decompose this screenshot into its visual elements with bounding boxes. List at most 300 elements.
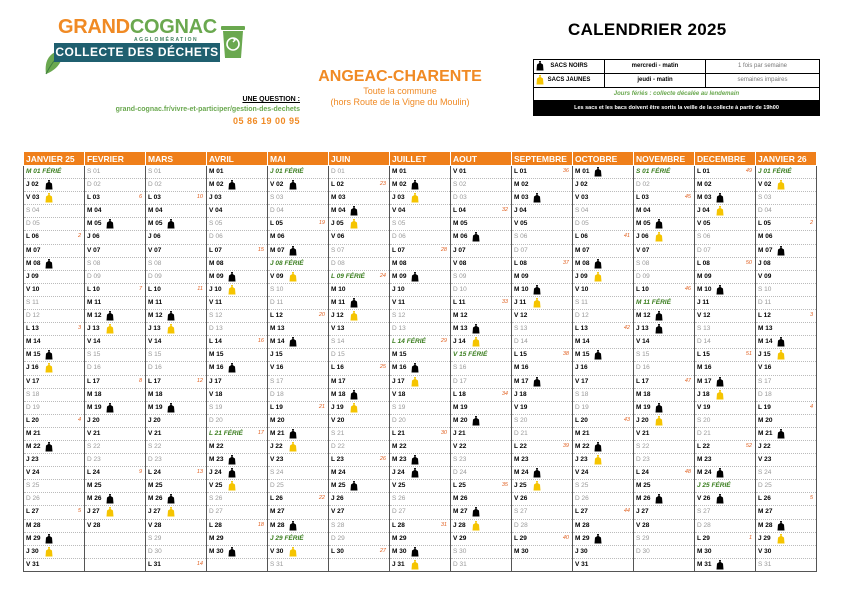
day-cell: [573, 506, 634, 519]
day-cell: [634, 440, 695, 453]
day-label: S 07: [331, 246, 345, 254]
day-cell: [390, 179, 451, 192]
yellow-bag-icon: [472, 521, 480, 531]
day-label: L 14: [209, 338, 222, 346]
day-cell: [390, 519, 451, 532]
day-label: S 06: [697, 233, 711, 241]
month-header: OCTOBRE: [573, 152, 634, 166]
day-label: S 31: [270, 560, 284, 568]
day-label: M 02: [697, 181, 712, 189]
day-label: J 20: [148, 416, 161, 424]
day-label: V 21: [87, 429, 101, 437]
yellow-bag-icon: [289, 547, 297, 557]
day-label: S 12: [392, 312, 406, 320]
day-row: [24, 532, 817, 545]
day-cell: [85, 270, 146, 283]
day-label: L 10: [636, 285, 649, 293]
day-cell: [146, 205, 207, 218]
day-label: J 27: [148, 508, 161, 516]
day-label: M 24: [514, 469, 529, 477]
day-cell: [268, 506, 329, 519]
day-cell: [146, 467, 207, 480]
day-cell: [451, 454, 512, 467]
day-row: [24, 310, 817, 323]
yellow-bag-icon: [106, 324, 114, 334]
day-cell: [390, 257, 451, 270]
day-cell: [146, 388, 207, 401]
day-label: V 04: [209, 207, 223, 215]
black-bag-icon: [411, 455, 419, 465]
day-cell: [573, 454, 634, 467]
day-label: M 12: [453, 312, 468, 320]
day-row: [24, 493, 817, 506]
day-label: S 26: [209, 495, 223, 503]
black-bag-icon: [350, 390, 358, 400]
month-header: JUILLET: [390, 152, 451, 166]
day-cell: [329, 362, 390, 375]
day-label: V 24: [26, 469, 40, 477]
day-label: V 03: [575, 194, 589, 202]
day-cell: [695, 270, 756, 283]
day-label: L 27: [26, 508, 39, 516]
day-cell: [634, 257, 695, 270]
day-label: D 07: [514, 246, 528, 254]
day-label: D 26: [575, 495, 589, 503]
day-cell: [512, 362, 573, 375]
day-label: L 04: [453, 207, 466, 215]
day-label: V 30: [270, 547, 284, 555]
week-number: 22: [318, 495, 325, 502]
day-label: D 25: [758, 482, 772, 490]
black-bag-icon: [533, 193, 541, 203]
day-cell: [634, 283, 695, 296]
day-row: [24, 545, 817, 558]
yellow-bag-icon: [289, 272, 297, 282]
day-cell: [756, 179, 817, 192]
day-cell: [24, 231, 85, 244]
day-label: L 15: [514, 351, 527, 359]
day-label: M 03: [697, 194, 712, 202]
day-label: M 14: [758, 338, 773, 346]
day-cell: [329, 467, 390, 480]
day-label: L 29: [697, 534, 710, 542]
day-row: [24, 558, 817, 571]
day-cell: [268, 440, 329, 453]
day-cell: [512, 336, 573, 349]
day-label: S 26: [392, 495, 406, 503]
day-cell: [512, 414, 573, 427]
day-label: V 02: [758, 181, 772, 189]
day-cell: [756, 192, 817, 205]
day-label: J 02: [575, 181, 588, 189]
week-number: 16: [257, 338, 264, 345]
day-label: J 27: [636, 508, 649, 516]
day-label: J 03: [392, 194, 405, 202]
day-cell: [268, 532, 329, 545]
week-number: 11: [197, 285, 203, 292]
day-cell: [146, 532, 207, 545]
day-cell: [268, 205, 329, 218]
week-number: 19: [318, 220, 325, 227]
yellow-bag-icon: [411, 377, 419, 387]
legend-row: [534, 74, 819, 88]
black-bag-icon: [228, 468, 236, 478]
week-number: 12: [196, 377, 203, 384]
day-cell: [573, 349, 634, 362]
day-cell: [634, 349, 695, 362]
black-bag-icon: [777, 246, 785, 256]
day-cell: [207, 323, 268, 336]
yellow-bag-icon: [533, 481, 541, 491]
week-number: 14: [196, 560, 203, 567]
day-cell: [24, 558, 85, 571]
day-cell: [512, 558, 573, 571]
day-row: [24, 480, 817, 493]
day-label: D 21: [697, 429, 711, 437]
day-cell: [85, 545, 146, 558]
yellow-bag-icon: [536, 75, 544, 91]
day-label: M 20: [758, 416, 773, 424]
day-label: M 22: [209, 442, 224, 450]
day-label: S 29: [636, 534, 650, 542]
day-label: M 07: [758, 246, 773, 254]
day-label: L 01: [514, 168, 527, 175]
day-label: V 21: [636, 429, 650, 437]
day-label: L 24: [636, 469, 649, 477]
day-label: V 28: [87, 521, 101, 529]
week-number: 3: [77, 325, 81, 332]
day-label: L 28: [392, 521, 405, 529]
day-cell: [634, 336, 695, 349]
day-cell: [268, 244, 329, 257]
day-label: J 08: [758, 259, 771, 267]
yellow-bag-icon: [167, 507, 175, 517]
day-cell: [268, 310, 329, 323]
day-cell: [695, 283, 756, 296]
day-cell: [451, 375, 512, 388]
calendar-table: [23, 151, 817, 572]
black-bag-icon: [716, 285, 724, 295]
day-cell: [512, 296, 573, 309]
day-label: J 04: [697, 207, 710, 215]
day-cell: [695, 218, 756, 231]
legend-frequency: semaines impaires: [737, 77, 788, 83]
day-cell: [329, 283, 390, 296]
day-label: M 27: [453, 508, 468, 516]
day-label: L 24: [148, 469, 161, 477]
day-cell: [451, 401, 512, 414]
black-bag-icon: [167, 403, 175, 413]
day-cell: [451, 336, 512, 349]
yellow-bag-icon: [45, 193, 53, 203]
day-cell: [634, 310, 695, 323]
yellow-bag-icon: [45, 363, 53, 373]
day-cell: [512, 427, 573, 440]
day-label: S 12: [209, 312, 223, 320]
day-cell: [756, 323, 817, 336]
day-cell: [756, 467, 817, 480]
day-label: V 19: [697, 403, 711, 411]
day-label: L 13: [26, 325, 39, 333]
day-label: D 01: [331, 168, 345, 175]
commune-scope: Toute la commune: [363, 86, 437, 96]
day-cell: [573, 218, 634, 231]
day-label: J 12: [331, 312, 344, 320]
day-label: V 26: [697, 495, 711, 503]
yellow-bag-icon: [472, 337, 480, 347]
day-cell: [451, 166, 512, 179]
day-cell: [573, 467, 634, 480]
day-cell: [573, 244, 634, 257]
day-label: M 03: [331, 194, 346, 202]
day-label: S 25: [26, 482, 40, 490]
week-number: 45: [684, 194, 691, 201]
day-cell: [24, 270, 85, 283]
day-cell: [146, 427, 207, 440]
day-cell: [451, 257, 512, 270]
day-cell: [512, 375, 573, 388]
day-cell: [207, 467, 268, 480]
day-cell: [634, 166, 695, 179]
day-cell: [329, 179, 390, 192]
day-cell: [512, 349, 573, 362]
day-label: V 04: [392, 207, 406, 215]
day-cell: [85, 493, 146, 506]
day-label: D 12: [575, 312, 589, 320]
legend-bag-type: SACS NOIRS: [534, 60, 605, 73]
day-label: L 23: [331, 456, 344, 464]
yellow-bag-icon: [594, 272, 602, 282]
day-cell: [329, 166, 390, 179]
day-cell: [146, 519, 207, 532]
day-label: S 27: [697, 508, 711, 516]
day-label: S 15: [636, 351, 650, 359]
day-label: M 26: [636, 495, 651, 503]
black-bag-icon: [411, 468, 419, 478]
day-label: M 06: [453, 233, 468, 241]
day-label: V 01: [453, 168, 467, 175]
commune-block: [288, 68, 512, 108]
legend-day: mercredi - matin: [605, 60, 706, 73]
day-cell: [695, 296, 756, 309]
day-cell: [85, 454, 146, 467]
week-number: 33: [501, 298, 508, 305]
day-cell: [634, 388, 695, 401]
day-label: S 18: [26, 390, 40, 398]
day-cell: [329, 401, 390, 414]
yellow-bag-icon: [350, 219, 358, 229]
day-cell: [268, 362, 329, 375]
day-cell: [390, 192, 451, 205]
day-label: V 05: [514, 220, 528, 228]
day-label: L 29: [514, 534, 527, 542]
day-label: J 31: [392, 560, 405, 568]
black-bag-icon: [716, 468, 724, 478]
website-link[interactable]: grand-cognac.fr/vivre-et-participer/gestion-des-dechets: [115, 106, 300, 113]
day-cell: [390, 244, 451, 257]
day-label: L 06: [26, 233, 39, 241]
week-number: 46: [684, 285, 691, 292]
day-cell: [573, 192, 634, 205]
day-cell: [573, 257, 634, 270]
day-cell: [207, 558, 268, 571]
day-cell: [390, 388, 451, 401]
day-label: M 07: [270, 246, 285, 254]
day-cell: [268, 493, 329, 506]
day-label: J 30: [575, 547, 588, 555]
day-cell: [146, 493, 207, 506]
day-label: L 18: [453, 390, 466, 398]
day-label: L 25: [453, 482, 466, 490]
day-cell: [512, 257, 573, 270]
day-label: D 16: [636, 364, 650, 372]
black-bag-icon: [411, 363, 419, 373]
day-label: J 23: [26, 456, 39, 464]
day-label: M 08: [392, 259, 407, 267]
day-label: J 28: [453, 521, 466, 529]
day-label: S 20: [514, 416, 528, 424]
day-label: L 26: [270, 495, 283, 503]
day-label: S 13: [514, 325, 528, 333]
day-label: M 11: [87, 298, 102, 306]
day-label: J 13: [636, 325, 649, 333]
day-label: M 01: [209, 168, 224, 175]
day-label: V 10: [575, 285, 589, 293]
week-number: 21: [318, 403, 325, 410]
day-label: J 26: [331, 495, 344, 503]
day-cell: [390, 545, 451, 558]
day-cell: [390, 336, 451, 349]
day-label: S 24: [758, 469, 772, 477]
black-bag-icon: [45, 350, 53, 360]
day-cell: [756, 558, 817, 571]
yellow-bag-icon: [777, 180, 785, 190]
day-label: M 28: [575, 521, 590, 529]
day-cell: [512, 388, 573, 401]
logo-banner: COLLECTE DES DÉCHETS: [54, 43, 220, 62]
day-cell: [451, 323, 512, 336]
day-cell: [390, 414, 451, 427]
day-label: J 23: [575, 456, 588, 464]
black-bag-icon: [716, 377, 724, 387]
day-label: V 23: [270, 456, 284, 464]
day-label: M 04: [331, 207, 346, 215]
day-label: M 06: [270, 233, 285, 241]
day-label: V 18: [209, 390, 223, 398]
day-cell: [512, 519, 573, 532]
day-cell: [146, 270, 207, 283]
day-label: V 22: [453, 442, 467, 450]
day-label: D 19: [26, 403, 40, 411]
day-cell: [207, 480, 268, 493]
day-cell: [756, 310, 817, 323]
day-cell: [24, 532, 85, 545]
day-cell: [512, 440, 573, 453]
day-cell: [573, 558, 634, 571]
day-cell: [634, 454, 695, 467]
day-label: J 16: [575, 364, 588, 372]
month-header: NOVEMBRE: [634, 152, 695, 166]
day-cell: [573, 401, 634, 414]
day-label: L 21: [392, 429, 405, 437]
day-label: J 11: [514, 298, 527, 306]
day-cell: [634, 218, 695, 231]
day-cell: [756, 545, 817, 558]
day-cell: [207, 362, 268, 375]
day-cell: [390, 296, 451, 309]
day-cell: [146, 480, 207, 493]
day-cell: [85, 362, 146, 375]
day-label: V 23: [758, 456, 772, 464]
day-label: L 11: [453, 298, 466, 306]
day-cell: [634, 414, 695, 427]
day-label: L 28: [209, 521, 222, 529]
day-cell: [756, 349, 817, 362]
week-number: 29: [440, 338, 447, 345]
day-cell: [268, 545, 329, 558]
day-cell: [207, 231, 268, 244]
day-cell: [573, 231, 634, 244]
week-number: 4: [809, 403, 813, 410]
day-cell: [512, 179, 573, 192]
day-cell: [85, 506, 146, 519]
day-cell: [695, 310, 756, 323]
day-cell: [756, 401, 817, 414]
black-bag-icon: [228, 272, 236, 282]
day-label: S 15: [148, 351, 162, 359]
day-cell: [207, 519, 268, 532]
day-row: [24, 244, 817, 257]
day-cell: [207, 454, 268, 467]
month-header: JANVIER 25: [24, 152, 85, 166]
day-label: J 21: [453, 429, 466, 437]
day-cell: [268, 192, 329, 205]
commune-name: ANGEAC-CHARENTE: [318, 68, 482, 85]
day-label: D 10: [453, 285, 467, 293]
day-label: M 28: [26, 521, 41, 529]
day-label: M 18: [148, 390, 163, 398]
day-label: M 28: [270, 521, 285, 529]
day-label: V 31: [575, 560, 589, 568]
day-label: D 26: [26, 495, 40, 503]
day-cell: [146, 440, 207, 453]
week-number: 18: [257, 521, 264, 528]
day-cell: [756, 270, 817, 283]
day-label: D 20: [209, 416, 223, 424]
day-label: D 11: [270, 298, 284, 306]
day-label: D 19: [575, 403, 589, 411]
day-label: J 22: [758, 442, 771, 450]
day-cell: [24, 414, 85, 427]
day-row: [24, 506, 817, 519]
day-label: M 04: [636, 207, 651, 215]
black-bag-icon: [411, 547, 419, 557]
holiday-label: J 01 FÉRIÉ: [758, 168, 792, 175]
day-label: J 25: [514, 482, 527, 490]
week-number: 3: [809, 312, 813, 319]
day-cell: [85, 257, 146, 270]
day-label: J 19: [331, 403, 344, 411]
yellow-bag-icon: [533, 298, 541, 308]
day-cell: [756, 375, 817, 388]
day-label: V 25: [392, 482, 406, 490]
black-bag-icon: [594, 442, 602, 452]
month-header: MARS: [146, 152, 207, 166]
day-cell: [24, 545, 85, 558]
day-label: M 21: [575, 429, 590, 437]
day-label: D 23: [636, 456, 650, 464]
day-cell: [85, 519, 146, 532]
